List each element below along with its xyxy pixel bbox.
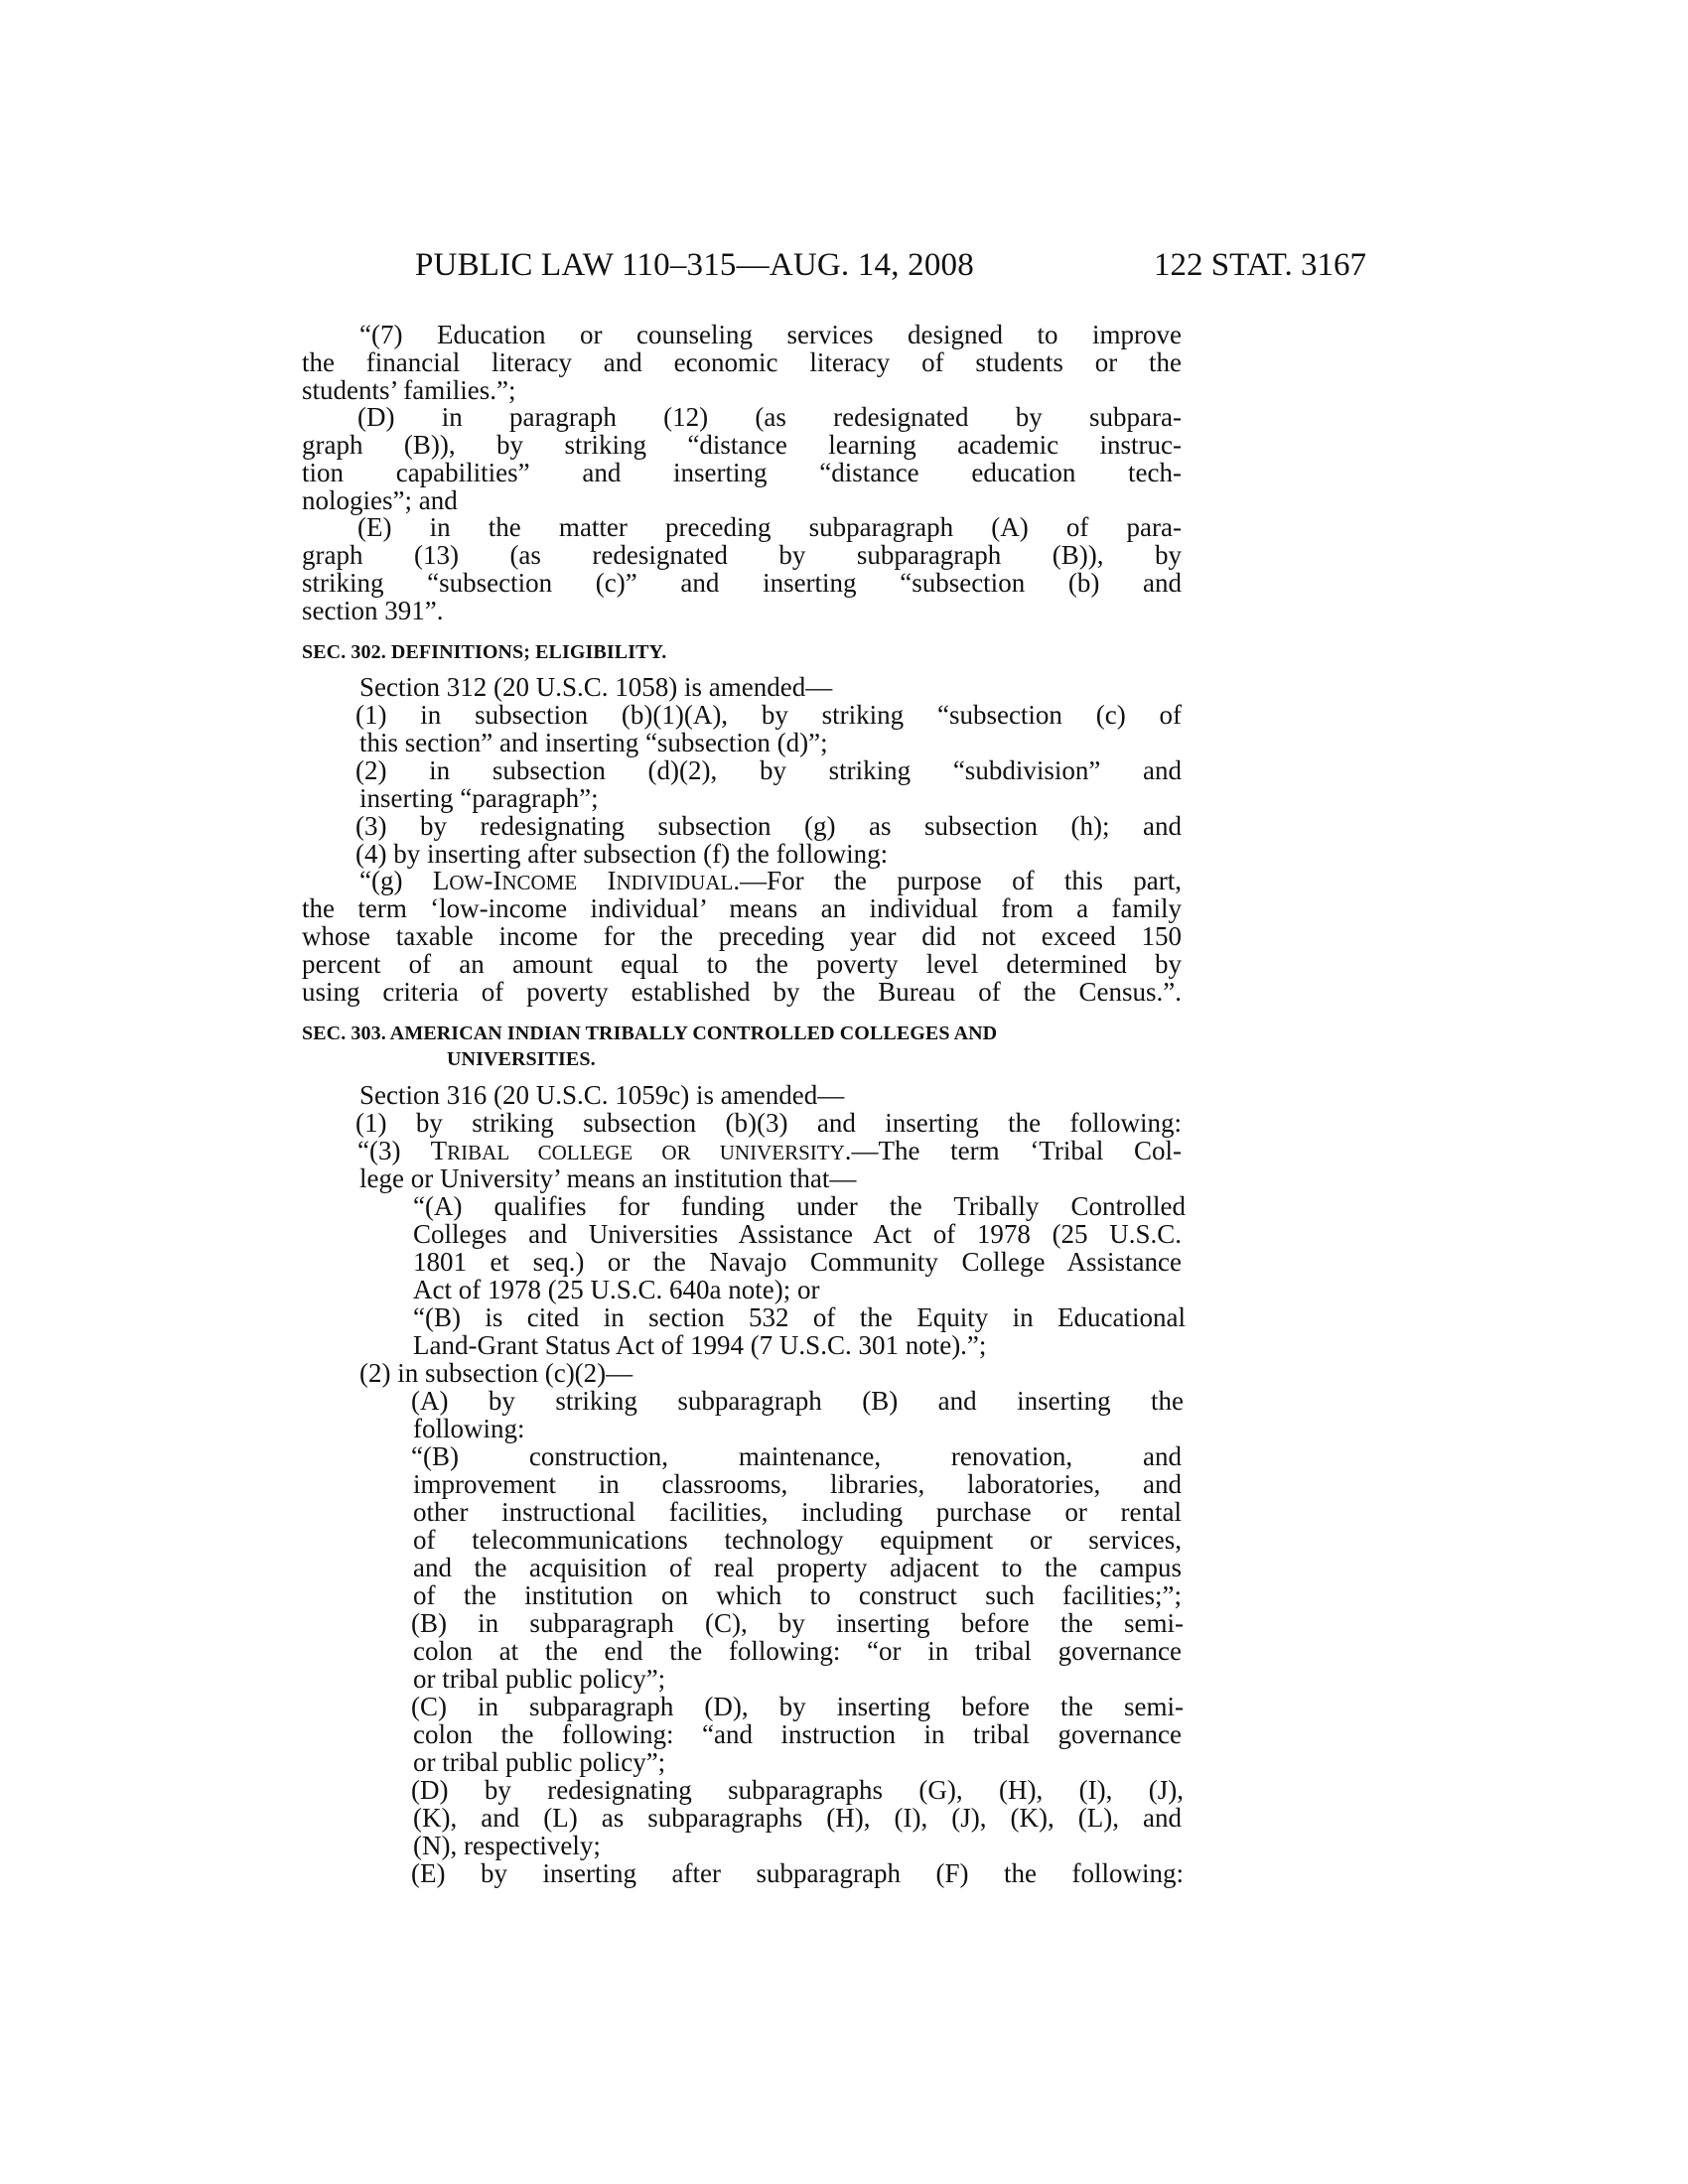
text-run: T (430, 1136, 448, 1165)
text-line: graph (B)), by striking “distance learning academic instruc- (302, 430, 1182, 460)
text-line: (D) by redesignating subparagraphs (G), (H), (I), (J), (411, 1775, 1184, 1805)
text-line: colon at the end the following: “or in tribal governance (413, 1636, 1182, 1666)
text-line: (C) in subparagraph (D), by inserting before the semi- (411, 1692, 1184, 1721)
text-line: graph (13) (as redesignated by subparagraph (B)), by (302, 540, 1182, 570)
text-line: of the institution on which to construct such facilities;”; (413, 1580, 1182, 1610)
text-line: (E) in the matter preceding subparagraph (A) of para- (357, 512, 1182, 542)
text-line: (K), and (L) as subparagraphs (H), (I), (J), (K), (L), and (413, 1803, 1182, 1833)
text-run: NDIVIDUAL (616, 871, 734, 894)
text-line: tion capabilities” and inserting “distance education tech- (302, 458, 1182, 487)
text-line: using criteria of poverty established by the Bureau of the Census.”. (302, 977, 1182, 1007)
text-line: and the acquisition of real property adjacent to the campus (413, 1553, 1182, 1582)
section-heading: SEC. 303. AMERICAN INDIAN TRIBALLY CONTROLLED COLLEGES AND (302, 1023, 998, 1044)
text-run: RIBAL COLLEGE OR UNIVERSITY (447, 1141, 845, 1164)
text-line: nologies”; and (302, 485, 458, 515)
text-line: (2) in subsection (c)(2)— (359, 1358, 633, 1388)
text-line: improvement in classrooms, libraries, laboratories, and (413, 1469, 1182, 1499)
text-line: “(7) Education or counseling services designed to improve (359, 320, 1182, 349)
text-line: Colleges and Universities Assistance Act of 1978 (25 U.S.C. (413, 1219, 1182, 1249)
text-line: or tribal public policy”; (413, 1664, 666, 1694)
text-line: inserting “paragraph”; (359, 783, 599, 813)
text-line: the financial literacy and economic literacy of students or the (302, 347, 1182, 377)
text-line: this section” and inserting “subsection (d)”; (359, 728, 828, 757)
text-line: other instructional facilities, including purchase or rental (413, 1497, 1182, 1527)
text-run: .—The term ‘Tribal Col- (844, 1136, 1183, 1165)
text-run: OW (449, 871, 485, 894)
text-line: Land-Grant Status Act of 1994 (7 U.S.C. 301 note).”; (413, 1330, 987, 1360)
text-line: (N), respectively; (413, 1831, 601, 1860)
text-run: -I (484, 866, 502, 895)
text-run: “(3) (357, 1136, 431, 1165)
text-line: “(A) qualifies for funding under the Tribally Controlled (413, 1191, 1186, 1221)
text-line: (1) in subsection (b)(1)(A), by striking “subsection (c) of (355, 700, 1182, 730)
text-line: section 391”. (302, 596, 444, 625)
text-line: (B) in subparagraph (C), by inserting before the semi- (411, 1608, 1184, 1638)
text-run: NCOME (501, 871, 578, 894)
text-run: L (432, 866, 450, 895)
text-line: (3) by redesignating subsection (g) as subsection (h); and (355, 811, 1182, 841)
section-heading: SEC. 302. DEFINITIONS; ELIGIBILITY. (302, 641, 667, 663)
text-line: (1) by striking subsection (b)(3) and inserting the following: (355, 1108, 1182, 1138)
text-line: Section 316 (20 U.S.C. 1059c) is amended— (359, 1080, 845, 1110)
text-line: “(B) is cited in section 532 of the Equity in Educational (413, 1302, 1186, 1332)
text-line: (2) in subsection (d)(2), by striking “subdivision” and (355, 755, 1182, 785)
text-run: .—For the purpose of this part, (733, 866, 1183, 895)
text-line: of telecommunications technology equipment or services, (413, 1525, 1182, 1555)
text-line: students’ families.”; (302, 375, 516, 405)
text-line: striking “subsection (c)” and inserting “subsection (b) and (302, 568, 1182, 598)
text-line: (D) in paragraph (12) (as redesignated by subpara- (357, 402, 1182, 432)
text-line: the term ‘low-income individual’ means an individual from a family (302, 893, 1182, 923)
text-line (359, 867, 1182, 896)
text-line: (E) by inserting after subparagraph (F) the following: (411, 1858, 1184, 1888)
page-header-stat: 122 STAT. 3167 (1154, 247, 1367, 283)
text-line: (A) by striking subparagraph (B) and inserting the (411, 1386, 1184, 1416)
text-line: Act of 1978 (25 U.S.C. 640a note); or (413, 1275, 820, 1304)
text-line: or tribal public policy”; (413, 1747, 666, 1777)
text-line: (4) by inserting after subsection (f) the following: (355, 839, 889, 869)
page-header-title: PUBLIC LAW 110–315—AUG. 14, 2008 (415, 247, 974, 283)
text-line: lege or University’ means an institution that— (359, 1163, 857, 1193)
text-run: “(g) (359, 866, 433, 895)
text-line: whose taxable income for the preceding year did not exceed 150 (302, 921, 1182, 951)
text-line: 1801 et seq.) or the Navajo Community College Assistance (413, 1247, 1182, 1277)
text-line: colon the following: “and instruction in tribal governance (413, 1719, 1182, 1749)
section-heading-cont: UNIVERSITIES. (447, 1048, 596, 1070)
text-line: following: (413, 1414, 525, 1443)
text-line: Section 312 (20 U.S.C. 1058) is amended— (359, 672, 833, 702)
text-line: “(B) construction, maintenance, renovation, and (411, 1441, 1182, 1471)
text-run: I (577, 866, 617, 895)
text-line (357, 1137, 1182, 1166)
text-line: percent of an amount equal to the poverty level determined by (302, 949, 1182, 979)
